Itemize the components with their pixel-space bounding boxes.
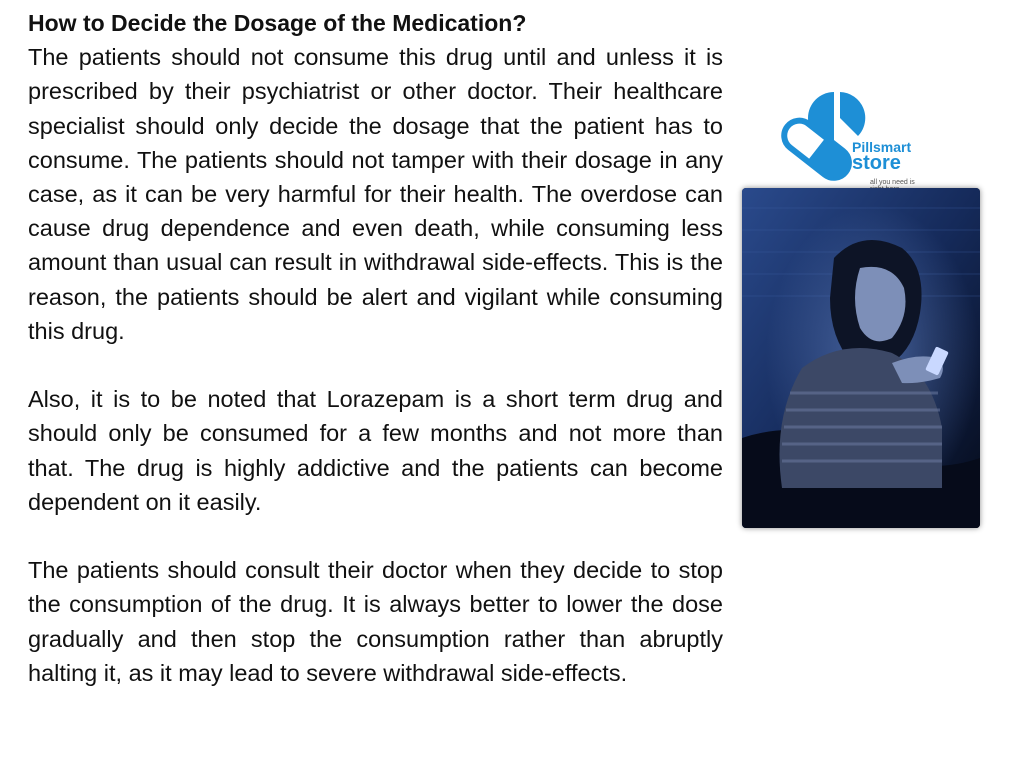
article bbox=[28, 6, 723, 690]
logo-tagline: all you need is bbox=[870, 179, 915, 186]
paragraph-spacer bbox=[28, 348, 723, 382]
article-heading: How to Decide the Dosage of the Medication? bbox=[28, 10, 527, 36]
paragraph-spacer bbox=[28, 519, 723, 553]
paragraph-short-term: Also, it is to be noted that Lorazepam is a short term drug and should only be consumed for a few months and not more than that. The drug is highly addictive and the patients can become dependent on it easily. bbox=[28, 386, 723, 515]
logo-brand-text: Pillsmart bbox=[852, 139, 912, 155]
paragraph-stopping: The patients should consult their doctor when they decide to stop the consumption of the drug. It is always better to lower the dose gradually and then stop the consumption rather than abruptly halting it, as it may lead to severe withdrawal side-effects. bbox=[28, 557, 723, 686]
logo-store-text: store bbox=[852, 152, 901, 174]
woman-looking-at-phone-image bbox=[742, 188, 980, 528]
paragraph-dosage: The patients should not consume this drug until and unless it is prescribed by their psychiatrist or other doctor. Their healthcare specialist should only decide the dosage that the patient has to consume. The patients should not tamper with their dosage in any case, as it can be very harmful for their health. The overdose can cause drug dependence and even death, while consuming less amount than usual can result in withdrawal side-effects. This is the reason, the patients should be alert and vigilant while consuming this drug. bbox=[28, 44, 723, 344]
